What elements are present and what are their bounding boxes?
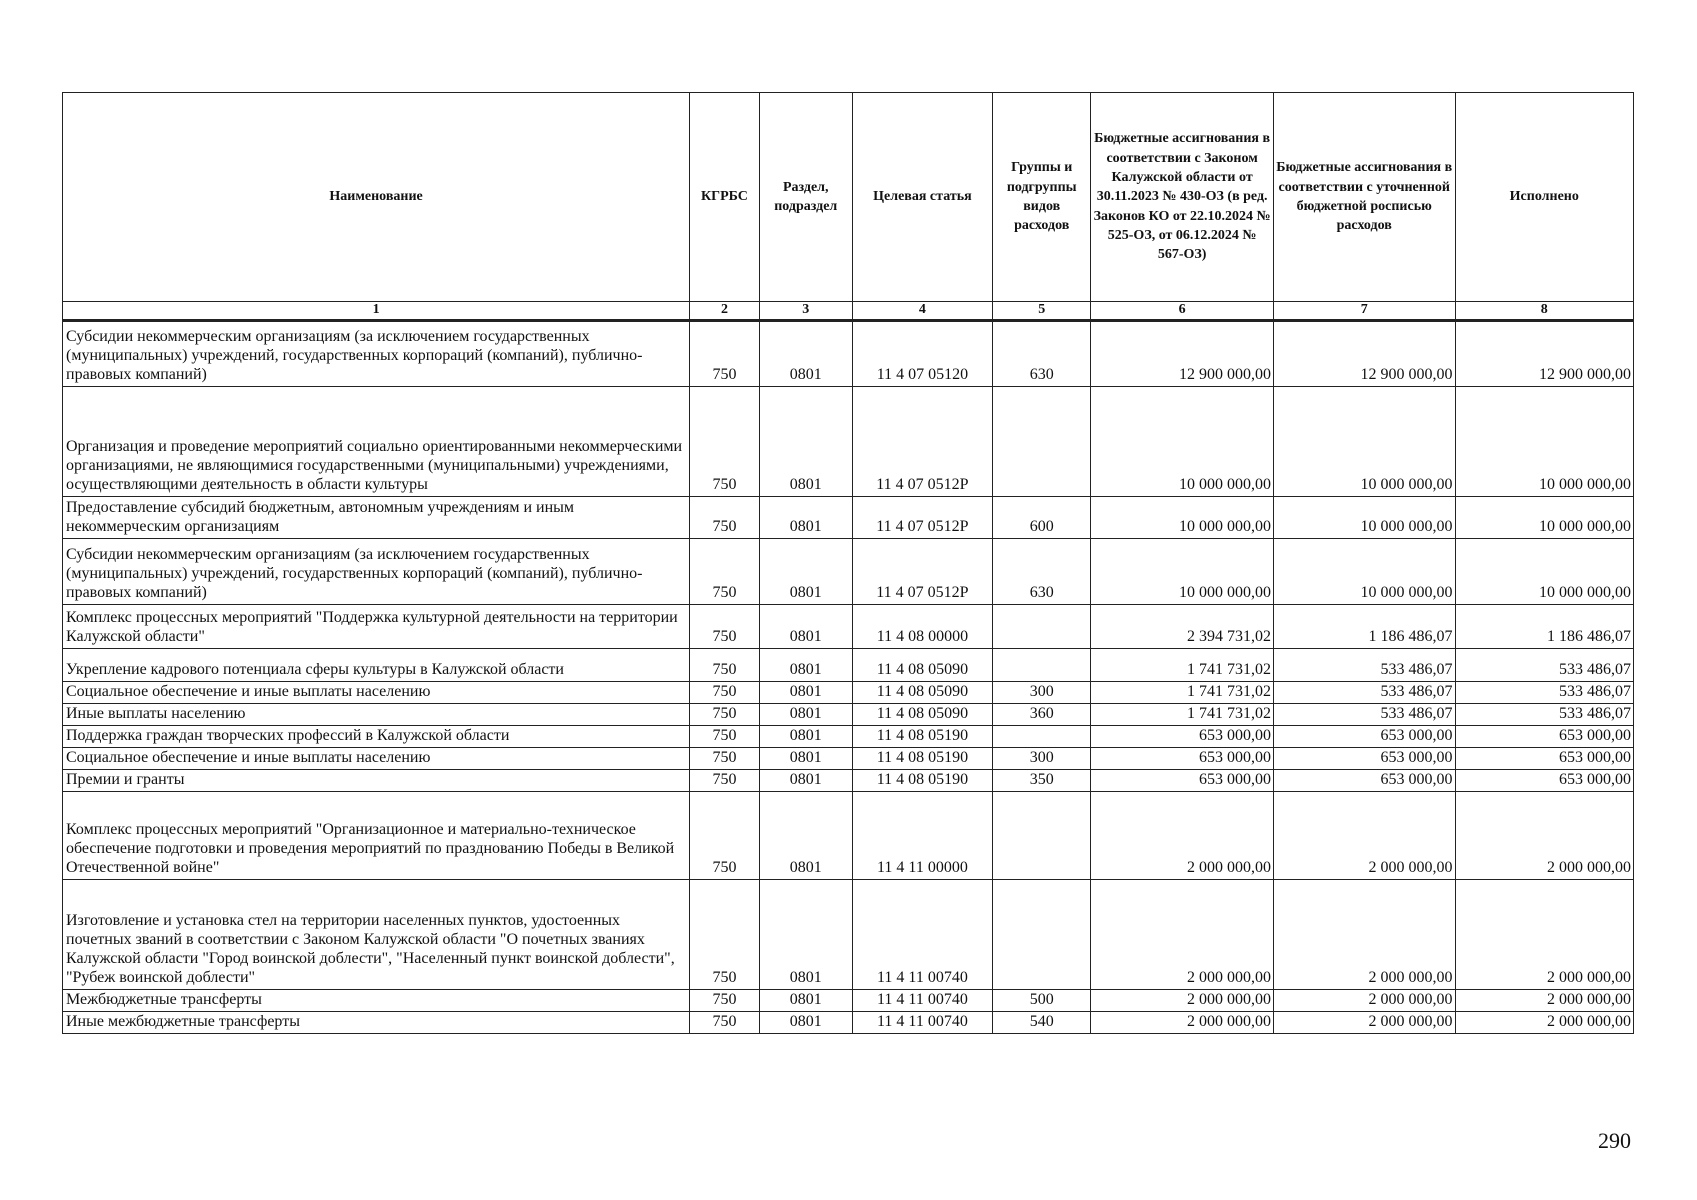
row-target: 11 4 07 0512Р [852,538,992,604]
row-section: 0801 [759,496,852,538]
row-group [993,879,1091,989]
row-group: 540 [993,1011,1091,1033]
row-refined-allocation: 1 186 486,07 [1273,604,1455,648]
row-executed: 533 486,07 [1455,681,1633,703]
row-law-allocation: 2 394 731,02 [1091,604,1274,648]
row-group [993,648,1091,681]
column-number: 4 [852,302,992,321]
row-group [993,725,1091,747]
row-kgrbs: 750 [690,386,760,496]
row-executed: 2 000 000,00 [1455,791,1633,879]
table-row [63,538,1634,604]
row-name: Предоставление субсидий бюджетным, автономным учреждениям и иным некоммерческим организациям [63,496,690,538]
row-section: 0801 [759,989,852,1011]
table-row [63,386,1634,496]
row-executed: 653 000,00 [1455,769,1633,791]
column-number: 1 [63,302,690,321]
header-target: Целевая статья [852,93,992,302]
row-name: Комплекс процессных мероприятий "Поддержка культурной деятельности на территории Калужской области" [63,604,690,648]
row-target: 11 4 08 05190 [852,725,992,747]
row-kgrbs: 750 [690,769,760,791]
row-executed: 2 000 000,00 [1455,879,1633,989]
row-section: 0801 [759,386,852,496]
table-row [63,681,1634,703]
row-executed: 2 000 000,00 [1455,1011,1633,1033]
budget-table [62,92,1634,1034]
row-law-allocation: 12 900 000,00 [1091,320,1274,386]
row-group: 600 [993,496,1091,538]
table-row [63,747,1634,769]
column-number: 3 [759,302,852,321]
row-executed: 653 000,00 [1455,725,1633,747]
row-refined-allocation: 10 000 000,00 [1273,386,1455,496]
row-target: 11 4 08 05090 [852,703,992,725]
column-number-row [63,302,1634,321]
row-executed: 653 000,00 [1455,747,1633,769]
row-kgrbs: 750 [690,538,760,604]
row-refined-allocation: 10 000 000,00 [1273,496,1455,538]
row-group: 360 [993,703,1091,725]
row-kgrbs: 750 [690,496,760,538]
row-section: 0801 [759,879,852,989]
header-refined-allocations: Бюджетные ассигнования в соответствии с уточненной бюджетной росписью расходов [1273,93,1455,302]
row-executed: 10 000 000,00 [1455,538,1633,604]
row-refined-allocation: 653 000,00 [1273,747,1455,769]
row-kgrbs: 750 [690,320,760,386]
row-name: Субсидии некоммерческим организациям (за исключением государственных (муниципальных) учреждений, государственных корпораций (компаний), публично-правовых компаний) [63,538,690,604]
row-law-allocation: 653 000,00 [1091,725,1274,747]
row-section: 0801 [759,648,852,681]
row-executed: 533 486,07 [1455,703,1633,725]
row-name: Поддержка граждан творческих профессий в Калужской области [63,725,690,747]
header-executed: Исполнено [1455,93,1633,302]
row-target: 11 4 11 00000 [852,791,992,879]
row-kgrbs: 750 [690,989,760,1011]
row-target: 11 4 11 00740 [852,879,992,989]
row-law-allocation: 653 000,00 [1091,769,1274,791]
row-group [993,604,1091,648]
row-group: 500 [993,989,1091,1011]
row-section: 0801 [759,747,852,769]
table-row [63,769,1634,791]
header-law-allocations: Бюджетные ассигнования в соответствии с Законом Калужской области от 30.11.2023 № 430-ОЗ (в ред. Законов КО от 22.10.2024 № 525-ОЗ, от 06.12.2024 № 567-ОЗ) [1091,93,1274,302]
row-group: 350 [993,769,1091,791]
row-kgrbs: 750 [690,604,760,648]
header-name: Наименование [63,93,690,302]
row-target: 11 4 08 05090 [852,681,992,703]
row-law-allocation: 1 741 731,02 [1091,681,1274,703]
row-name: Межбюджетные трансферты [63,989,690,1011]
row-law-allocation: 2 000 000,00 [1091,879,1274,989]
row-name: Укрепление кадрового потенциала сферы культуры в Калужской области [63,648,690,681]
row-target: 11 4 08 05190 [852,769,992,791]
table-row [63,648,1634,681]
row-group: 630 [993,320,1091,386]
row-refined-allocation: 12 900 000,00 [1273,320,1455,386]
row-target: 11 4 11 00740 [852,1011,992,1033]
row-section: 0801 [759,681,852,703]
row-kgrbs: 750 [690,725,760,747]
header-group: Группы и подгруппы видов расходов [993,93,1091,302]
row-refined-allocation: 2 000 000,00 [1273,1011,1455,1033]
row-law-allocation: 653 000,00 [1091,747,1274,769]
row-executed: 2 000 000,00 [1455,989,1633,1011]
table-row [63,989,1634,1011]
table-row [63,496,1634,538]
row-kgrbs: 750 [690,1011,760,1033]
row-kgrbs: 750 [690,681,760,703]
row-refined-allocation: 2 000 000,00 [1273,989,1455,1011]
row-refined-allocation: 653 000,00 [1273,725,1455,747]
column-number: 5 [993,302,1091,321]
column-number: 6 [1091,302,1274,321]
row-refined-allocation: 533 486,07 [1273,648,1455,681]
row-law-allocation: 10 000 000,00 [1091,496,1274,538]
row-refined-allocation: 2 000 000,00 [1273,791,1455,879]
header-kgrbs: КГРБС [690,93,760,302]
row-refined-allocation: 533 486,07 [1273,703,1455,725]
row-executed: 12 900 000,00 [1455,320,1633,386]
row-executed: 1 186 486,07 [1455,604,1633,648]
table-row [63,604,1634,648]
row-refined-allocation: 10 000 000,00 [1273,538,1455,604]
row-target: 11 4 08 00000 [852,604,992,648]
row-kgrbs: 750 [690,791,760,879]
row-target: 11 4 07 0512Р [852,496,992,538]
row-name: Социальное обеспечение и иные выплаты населению [63,681,690,703]
row-kgrbs: 750 [690,648,760,681]
column-number: 7 [1273,302,1455,321]
row-section: 0801 [759,604,852,648]
row-law-allocation: 2 000 000,00 [1091,1011,1274,1033]
table-row [63,320,1634,386]
row-target: 11 4 08 05190 [852,747,992,769]
row-law-allocation: 2 000 000,00 [1091,989,1274,1011]
row-refined-allocation: 533 486,07 [1273,681,1455,703]
row-refined-allocation: 2 000 000,00 [1273,879,1455,989]
row-name: Изготовление и установка стел на территории населенных пунктов, удостоенных почетных званий в соответствии с Законом Калужской области "О почетных званиях Калужской области "Город воинской доблести", "Населенный пункт воинской доблести", "Рубеж воинской доблести" [63,879,690,989]
row-executed: 533 486,07 [1455,648,1633,681]
row-section: 0801 [759,725,852,747]
row-group [993,386,1091,496]
row-name: Организация и проведение мероприятий социально ориентированными некоммерческими организациями, не являющимися государственными (муниципальными) учреждениями, осуществляющими деятельность в области культуры [63,386,690,496]
row-name: Иные межбюджетные трансферты [63,1011,690,1033]
row-section: 0801 [759,703,852,725]
table-row [63,725,1634,747]
row-target: 11 4 11 00740 [852,989,992,1011]
row-name: Социальное обеспечение и иные выплаты населению [63,747,690,769]
row-kgrbs: 750 [690,879,760,989]
page-number: 290 [1598,1128,1631,1153]
row-section: 0801 [759,1011,852,1033]
column-number: 8 [1455,302,1633,321]
row-name: Премии и гранты [63,769,690,791]
row-target: 11 4 08 05090 [852,648,992,681]
row-target: 11 4 07 05120 [852,320,992,386]
row-group [993,791,1091,879]
row-name: Иные выплаты населению [63,703,690,725]
table-row [63,1011,1634,1033]
header-row [63,93,1634,302]
row-law-allocation: 1 741 731,02 [1091,703,1274,725]
row-name: Комплекс процессных мероприятий "Организационное и материально-техническое обеспечение подготовки и проведения мероприятий по празднованию Победы в Великой Отечественной войне" [63,791,690,879]
column-number: 2 [690,302,760,321]
row-executed: 10 000 000,00 [1455,496,1633,538]
row-section: 0801 [759,538,852,604]
row-law-allocation: 10 000 000,00 [1091,386,1274,496]
row-law-allocation: 1 741 731,02 [1091,648,1274,681]
row-law-allocation: 10 000 000,00 [1091,538,1274,604]
row-group: 300 [993,747,1091,769]
row-kgrbs: 750 [690,747,760,769]
header-section: Раздел, подраздел [759,93,852,302]
row-law-allocation: 2 000 000,00 [1091,791,1274,879]
row-target: 11 4 07 0512Р [852,386,992,496]
table-row [63,791,1634,879]
table-row [63,703,1634,725]
row-executed: 10 000 000,00 [1455,386,1633,496]
table-row [63,879,1634,989]
row-section: 0801 [759,769,852,791]
row-name: Субсидии некоммерческим организациям (за исключением государственных (муниципальных) учреждений, государственных корпораций (компаний), публично-правовых компаний) [63,320,690,386]
row-group: 300 [993,681,1091,703]
row-section: 0801 [759,320,852,386]
row-kgrbs: 750 [690,703,760,725]
row-section: 0801 [759,791,852,879]
row-group: 630 [993,538,1091,604]
row-refined-allocation: 653 000,00 [1273,769,1455,791]
